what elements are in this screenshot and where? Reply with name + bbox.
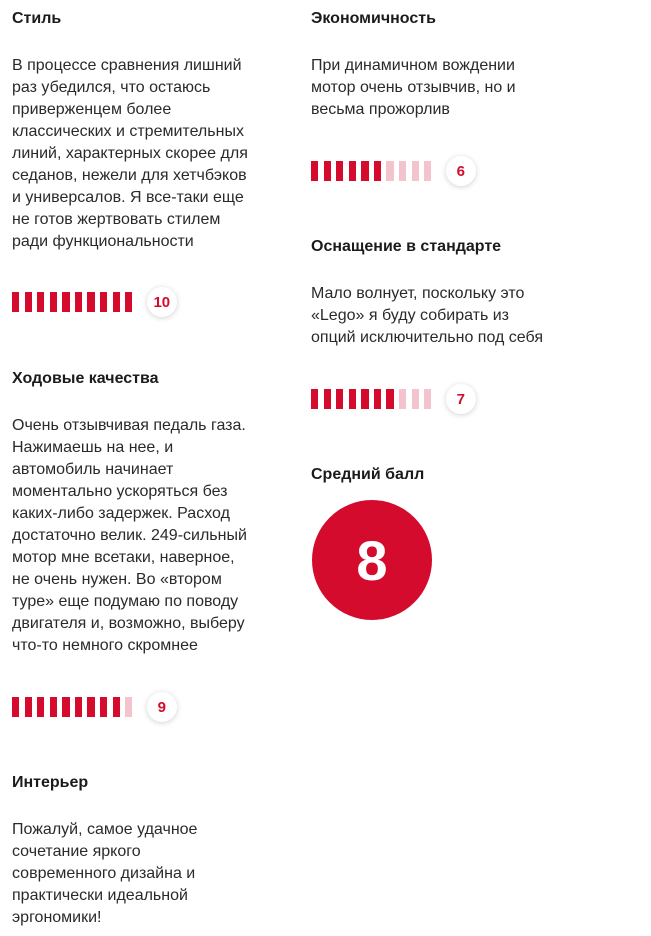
section-interior	[12, 772, 292, 926]
text-line: Очень отзывчивая педаль газа.	[12, 417, 246, 434]
rating-segment-filled	[12, 697, 19, 717]
rating-segment-filled	[50, 292, 57, 312]
text-line: и универсалов. Я все-таки еще	[12, 189, 244, 206]
text-line: что-то немного скромнее	[12, 637, 198, 654]
rating	[311, 156, 476, 186]
section-economy	[311, 8, 631, 180]
section-average	[311, 464, 631, 592]
text-line: Нажимаешь на нее, и	[12, 439, 174, 456]
rating-segment-filled	[62, 292, 69, 312]
section-text	[311, 55, 631, 121]
text-line: современного дизайна и	[12, 865, 196, 882]
score-badge: 6	[446, 156, 476, 186]
rating-segment-filled	[361, 161, 368, 181]
text-line: мотор мне всетаки, наверное,	[12, 549, 235, 566]
section-text	[12, 415, 292, 657]
text-line: При динамичном вождении	[311, 57, 515, 74]
text-line: практически идеальной	[12, 887, 188, 904]
rating-segment-filled	[361, 389, 368, 409]
rating-segment-empty	[125, 697, 132, 717]
rating-segment-empty	[399, 389, 406, 409]
rating-segment-filled	[113, 292, 120, 312]
section-equipment	[311, 236, 631, 408]
rating-segment-filled	[12, 292, 19, 312]
rating-segment-filled	[311, 389, 318, 409]
text-line: моментально ускоряться без	[12, 483, 228, 500]
section-title: Интерьер	[12, 774, 89, 791]
text-line: весьма прожорлив	[311, 101, 450, 118]
rating-segment-filled	[349, 161, 356, 181]
rating-bars	[311, 161, 437, 181]
rating-segment-filled	[324, 389, 331, 409]
rating-segment-empty	[424, 161, 431, 181]
rating-segment-filled	[75, 292, 82, 312]
rating-segment-filled	[62, 697, 69, 717]
text-line: седанов, нежели для хетчбэков	[12, 167, 247, 184]
text-line: линий, характерных скорее для	[12, 145, 248, 162]
text-line: эргономики!	[12, 909, 102, 926]
text-line: туре» еще подумаю по поводу	[12, 593, 239, 610]
rating-segment-empty	[424, 389, 431, 409]
rating-segment-filled	[100, 697, 107, 717]
text-line: достаточно велик. 249-сильный	[12, 527, 247, 544]
rating	[12, 287, 177, 317]
rating-bars	[12, 292, 138, 312]
section-handling	[12, 368, 292, 716]
rating-bars	[311, 389, 437, 409]
text-line: раз убедился, что остаюсь	[12, 79, 211, 96]
rating-bars	[12, 697, 138, 717]
rating-segment-filled	[25, 292, 32, 312]
text-line: двигателя и, возможно, выберу	[12, 615, 245, 632]
text-line: опций исключительно под себя	[311, 329, 543, 346]
rating-segment-filled	[374, 161, 381, 181]
rating-segment-filled	[25, 697, 32, 717]
text-line: каких-либо задержек. Расход	[12, 505, 230, 522]
score-badge: 7	[446, 384, 476, 414]
rating-segment-empty	[399, 161, 406, 181]
rating-segment-filled	[374, 389, 381, 409]
text-line: приверженцем более	[12, 101, 172, 118]
rating	[12, 692, 177, 722]
rating-segment-empty	[412, 389, 419, 409]
rating-segment-filled	[324, 161, 331, 181]
rating-segment-empty	[386, 161, 393, 181]
rating-segment-filled	[87, 292, 94, 312]
text-line: не готов жертвовать стилем	[12, 211, 221, 228]
section-title: Экономичность	[311, 10, 436, 27]
text-line: «Lego» я буду собирать из	[311, 307, 510, 324]
rating-segment-filled	[113, 697, 120, 717]
score-badge: 10	[147, 287, 177, 317]
rating-segment-filled	[87, 697, 94, 717]
rating-segment-filled	[386, 389, 393, 409]
rating-segment-filled	[311, 161, 318, 181]
rating-segment-filled	[100, 292, 107, 312]
text-line: Мало волнует, поскольку это	[311, 285, 525, 302]
rating-segment-filled	[37, 697, 44, 717]
rating-segment-filled	[75, 697, 82, 717]
text-line: автомобиль начинает	[12, 461, 174, 478]
rating-segment-filled	[336, 389, 343, 409]
rating-segment-filled	[125, 292, 132, 312]
section-text	[12, 819, 292, 929]
text-line: мотор очень отзывчив, но и	[311, 79, 516, 96]
rating-segment-filled	[50, 697, 57, 717]
section-text	[311, 283, 631, 349]
rating-segment-filled	[349, 389, 356, 409]
average-score-circle: 8	[312, 500, 432, 620]
section-style	[12, 8, 292, 311]
section-text	[12, 55, 292, 253]
text-line: Пожалуй, самое удачное	[12, 821, 198, 838]
text-line: В процессе сравнения лишний	[12, 57, 242, 74]
section-title: Средний балл	[311, 466, 425, 483]
rating-segment-empty	[412, 161, 419, 181]
score-badge: 9	[147, 692, 177, 722]
rating-segment-filled	[336, 161, 343, 181]
section-title: Оснащение в стандарте	[311, 238, 502, 255]
rating-segment-filled	[37, 292, 44, 312]
rating	[311, 384, 476, 414]
text-line: сочетание яркого	[12, 843, 141, 860]
text-line: классических и стремительных	[12, 123, 244, 140]
text-line: не очень нужен. Во «втором	[12, 571, 222, 588]
section-title: Ходовые качества	[12, 370, 159, 387]
text-line: ради функциональности	[12, 233, 194, 250]
section-title: Стиль	[12, 10, 62, 27]
